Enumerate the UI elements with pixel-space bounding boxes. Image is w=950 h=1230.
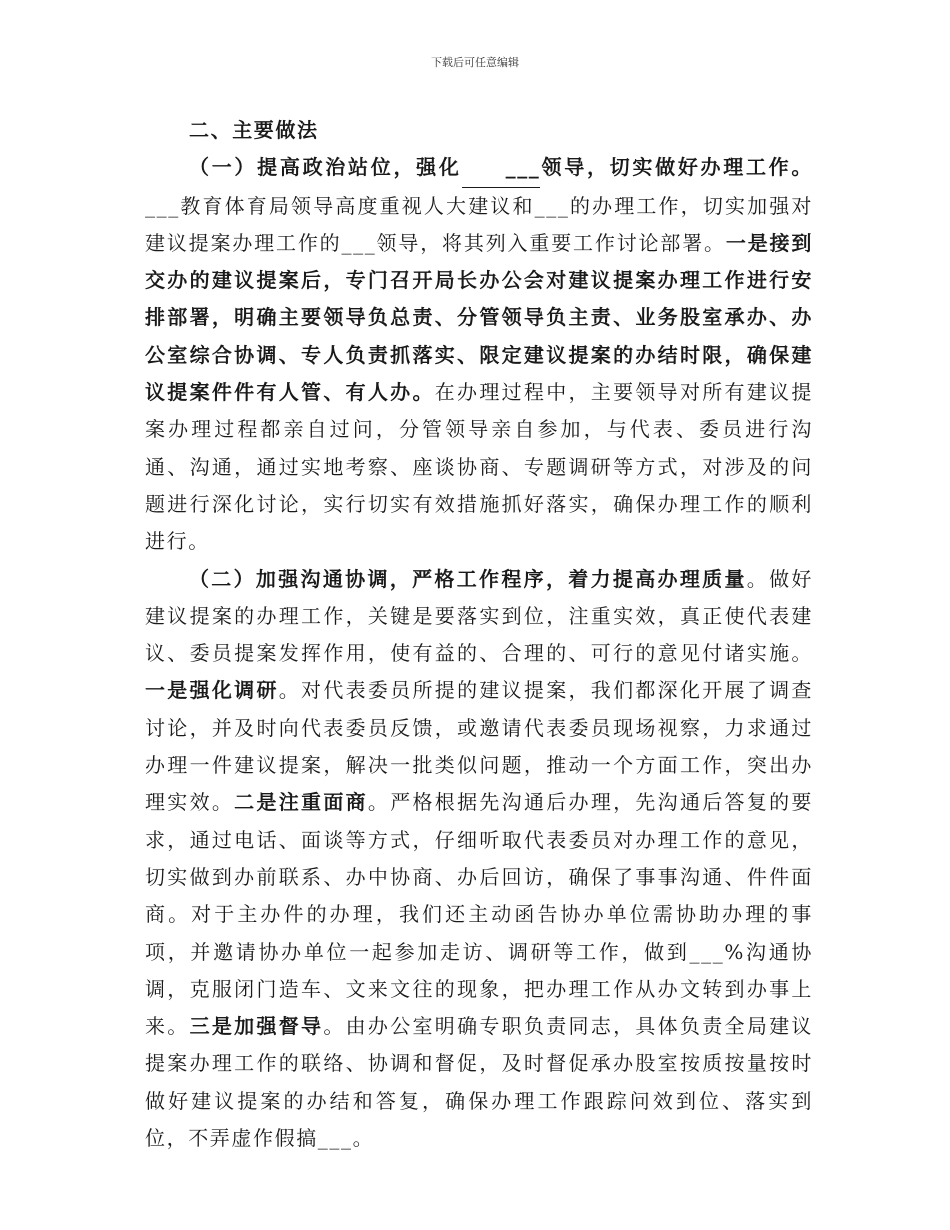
paragraph-2-text-item-3: 。由办公室明确专职负责同志，具体负责全局建议提案办理工作的联络、协调和督促，及时督促承办股室按质按量按时做好建议提案的办结和答复，确保办理工作跟踪问效到位、落实到位，不弄虚作假搞___。	[145, 1014, 814, 1151]
paragraph-2-text-item-1: 。对代表委员所提的建议提案，我们都深化开展了调查讨论，并及时向代表委员反馈，或邀请代表委员现场视察，力求通过办理一件建议提案，解决一批类似问题，推动一个方面工作，突出办理实效。	[145, 678, 813, 815]
paragraph-2-bold-item-1: 一是强化调研	[145, 678, 279, 703]
paragraph-2	[145, 561, 813, 1158]
paragraph-1	[145, 149, 813, 560]
paragraph-1-bold-measure: 一是接到交办的建议提案后，专门召开局长办公会对建议提案办理工作进行安排部署，明确主要领导负总责、分管领导负主责、业务股室承办、办公室综合协调、专人负责抓落实、限定建议提案的办结时限，确保建议提案件件有人管、有人办。	[145, 230, 813, 405]
section-heading: 二、主要做法	[189, 118, 319, 142]
paragraph-1-text: ___教育体育局领导高度重视人大建议和___的办理工作，切实加强对建议提案办理工作的___领导，将其列入重要工作讨论部署。	[145, 193, 813, 255]
document-body	[145, 112, 813, 1157]
paragraph-1-bold-title-end: 领导，切实做好办理工作。	[540, 155, 813, 180]
paragraph-2-text-item-2: 。严格根据先沟通后办理，先沟通后答复的要求，通过电话、面谈等方式，仔细听取代表委员对办理工作的意见，切实做到办前联系、办中协商、办后回访，确保了事事沟通、件件面商。对于主办件的办理，我们还主动函告协办单位需协助办理的事项，并邀请协办单位一起参加走访、调研等工作，做到___%沟通协调，克服闭门造车、文来文往的现象，把办理工作从办文转到办事上来。	[145, 790, 814, 1039]
page-header: 下载后可任意编辑	[431, 56, 519, 69]
paragraph-2-bold-title: （二）加强沟通协调，严格工作程序，着力提高办理质量	[189, 566, 747, 591]
paragraph-1-bold-title: （一）提高政治站位，强化	[189, 155, 462, 180]
paragraph-2-bold-item-3: 三是加强督导	[189, 1014, 324, 1039]
paragraph-1-bold-blank: ___	[462, 149, 541, 187]
paragraph-1-text-end: 在办理过程中，主要领导对所有建议提案办理过程都亲自过问，分管领导亲自参加，与代表、委员进行沟通、沟通，通过实地考察、座谈协商、专题调研等方式，对涉及的问题进行深化讨论，实行切实有效措施抓好落实，确保办理工作的顺利进行。	[145, 380, 813, 554]
paragraph-2-bold-item-2: 二是注重面商	[234, 790, 368, 815]
paragraph-2-text: 。做好建议提案的办理工作，关键是要落实到位，注重实效，真正使代表建议、委员提案发挥作用，使有益的、合理的、可行的意见付诸实施。	[145, 566, 813, 666]
